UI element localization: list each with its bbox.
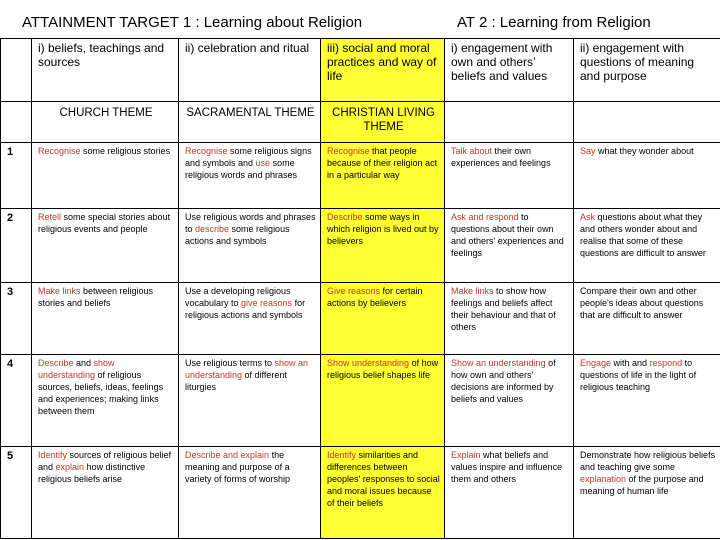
level-number: 5 [1, 447, 32, 539]
at1-title: ATTAINMENT TARGET 1 : Learning about Religion [22, 14, 363, 31]
descriptor-text: some special stories about religious events and people [38, 212, 171, 234]
theme-cell: CHURCH THEME [32, 102, 179, 143]
descriptor-cell [321, 209, 445, 283]
descriptor-text: of the purpose and meaning of human life [580, 474, 704, 496]
keyword: Make links [451, 286, 494, 296]
level-number: 1 [1, 143, 32, 209]
descriptor-text: Compare their own and other people's ideas about questions that are difficult to answer [580, 286, 704, 320]
descriptor-cell [321, 447, 445, 539]
descriptor-text: for religious actions and symbols [185, 298, 306, 320]
corner-cell [1, 102, 32, 143]
keyword: explain [55, 462, 85, 472]
keyword: Recognise [185, 146, 228, 156]
descriptor-cell [574, 209, 720, 283]
descriptor-cell [32, 209, 179, 283]
level-number: 3 [1, 283, 32, 355]
keyword: Make links [38, 286, 81, 296]
descriptor-text: to questions of life in the light of religious teaching [580, 358, 697, 392]
descriptor-text: what beliefs and values inspire and influence them and others [451, 450, 563, 484]
strand-header: i) engagement with own and others’ beliefs and values [445, 39, 574, 102]
at2-title: AT 2 : Learning from Religion [457, 14, 651, 31]
descriptor-cell [179, 143, 321, 209]
strand-header: iii) social and moral practices and way of life [321, 39, 445, 102]
descriptor-text: what they wonder about [595, 146, 694, 156]
keyword: Ask [580, 212, 596, 222]
descriptor-text: and [73, 358, 94, 368]
descriptor-text: between religious stories and beliefs [38, 286, 154, 308]
keyword: Give reasons [327, 286, 381, 296]
descriptor-cell [574, 355, 720, 447]
strand-header: ii) engagement with questions of meaning and purpose [574, 39, 720, 102]
keyword: Identify [38, 450, 68, 460]
corner-cell [1, 39, 32, 102]
keyword: Describe [38, 358, 74, 368]
descriptor-text: how distinctive religious beliefs arise [38, 462, 146, 484]
keyword: explanation [580, 474, 627, 484]
level-number: 4 [1, 355, 32, 447]
descriptor-text: some religious stories [80, 146, 171, 156]
keyword: Recognise [327, 146, 370, 156]
descriptor-text: with and [611, 358, 650, 368]
descriptor-text: of religious sources, beliefs, ideas, feelings and experiences; making links between them [38, 370, 164, 416]
descriptor-text: their own experiences and feelings [451, 146, 551, 168]
keyword: Retell [38, 212, 62, 222]
keyword: Talk about [451, 146, 493, 156]
keyword: respond [649, 358, 683, 368]
theme-cell: CHRISTIAN LIVING THEME [321, 102, 445, 143]
descriptor-text: of how religious belief shapes life [327, 358, 439, 380]
descriptor-text: some religious actions and symbols [185, 224, 290, 246]
descriptor-text: of different liturgies [185, 370, 287, 392]
theme-cell [574, 102, 720, 143]
keyword: show an understanding [185, 358, 309, 380]
keyword: Identify [327, 450, 357, 460]
descriptor-cell [32, 143, 179, 209]
keyword: Explain [451, 450, 481, 460]
strand-header: i) beliefs, teachings and sources [32, 39, 179, 102]
keyword: Recognise [38, 146, 81, 156]
keyword: use [255, 158, 271, 168]
descriptor-text: some religious words and phrases [185, 158, 298, 180]
descriptor-cell [321, 355, 445, 447]
keyword: describe [195, 224, 230, 234]
keyword: Show an understanding [451, 358, 546, 368]
keyword: Describe [327, 212, 363, 222]
descriptor-text: to show how feelings and beliefs affect their behaviour and that of others [451, 286, 556, 332]
descriptor-text: questions about what they and others wonder about and realise that some of these questions are difficult to answer [580, 212, 706, 258]
descriptor-cell [179, 447, 321, 539]
descriptor-cell [179, 355, 321, 447]
descriptor-cell [574, 143, 720, 209]
level-row [1, 447, 720, 539]
level-row [1, 143, 720, 209]
theme-cell: SACRAMENTAL THEME [179, 102, 321, 143]
theme-row [1, 102, 720, 143]
keyword: give reasons [241, 298, 293, 308]
descriptor-cell [32, 283, 179, 355]
keyword: Say [580, 146, 596, 156]
descriptor-text: Use religious words and phrases to [185, 212, 316, 234]
descriptor-text: Demonstrate how religious beliefs and teaching give some [580, 450, 716, 472]
descriptor-cell [179, 209, 321, 283]
theme-cell [445, 102, 574, 143]
descriptor-text: Use a developing religious vocabulary to [185, 286, 291, 308]
descriptor-text: to questions about their own and others' experiences and feelings [451, 212, 564, 258]
descriptor-text: the meaning and purpose of a variety of forms of worship [185, 450, 291, 484]
level-number: 2 [1, 209, 32, 283]
attainment-table [0, 38, 720, 539]
descriptor-text: some ways in which religion is lived out by believers [327, 212, 439, 246]
level-row [1, 209, 720, 283]
descriptor-cell [445, 209, 574, 283]
descriptor-cell [445, 143, 574, 209]
descriptor-cell [445, 355, 574, 447]
descriptor-cell [445, 447, 574, 539]
descriptor-text: of how own and others' decisions are informed by beliefs and values [451, 358, 556, 404]
descriptor-cell [574, 447, 720, 539]
descriptor-text: similarities and differences between peoples' responses to social and moral issues because of their beliefs [327, 450, 440, 508]
descriptor-cell [321, 143, 445, 209]
level-row [1, 355, 720, 447]
keyword: Describe and explain [185, 450, 270, 460]
keyword: Ask and respond [451, 212, 519, 222]
descriptor-cell [574, 283, 720, 355]
keyword: show understanding [38, 358, 115, 380]
strand-header: ii) celebration and ritual [179, 39, 321, 102]
keyword: Engage [580, 358, 612, 368]
descriptor-text: sources of religious belief and [38, 450, 172, 472]
descriptor-text: Use religious terms to [185, 358, 275, 368]
descriptor-cell [179, 283, 321, 355]
keyword: Show understanding [327, 358, 410, 368]
descriptor-text: some religious signs and symbols and [185, 146, 312, 168]
descriptor-cell [32, 447, 179, 539]
descriptor-text: for certain actions by believers [327, 286, 423, 308]
descriptor-cell [321, 283, 445, 355]
descriptor-cell [32, 355, 179, 447]
page-titles [0, 0, 720, 42]
descriptor-text: that people because of their religion act in a particular way [327, 146, 438, 180]
descriptor-cell [445, 283, 574, 355]
strand-header-row [1, 39, 720, 102]
level-row [1, 283, 720, 355]
